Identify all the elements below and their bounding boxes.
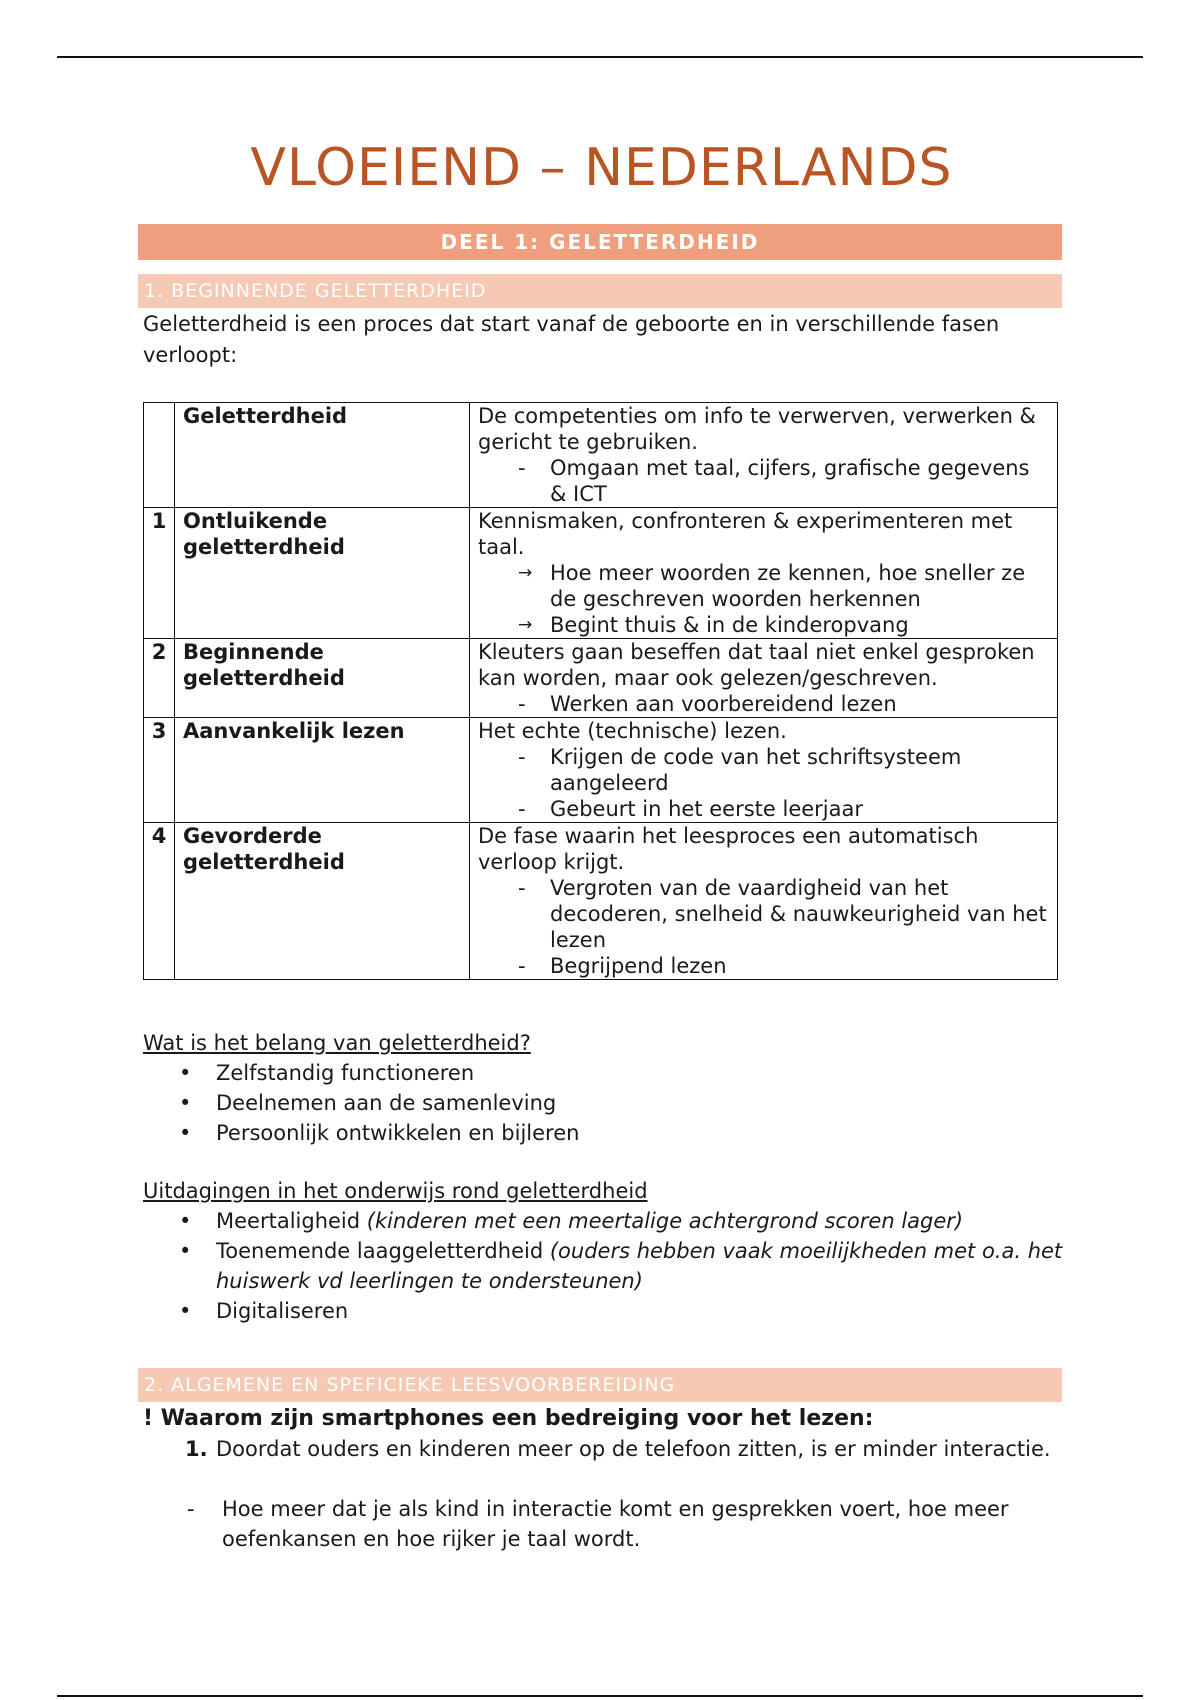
phase-description-text: De competenties om info te verwerven, verwerken & gericht te gebruiken. [478, 404, 1036, 454]
list-item [143, 1434, 1063, 1464]
reason-text: Doordat ouders en kinderen meer op de telefoon zitten, is er minder interactie. [216, 1437, 1051, 1461]
list-item: • Persoonlijk ontwikkelen en bijleren [143, 1118, 1063, 1148]
phase-number: 3 [144, 718, 175, 823]
phase-description-text: Kennismaken, confronteren & experimenteren met taal. [478, 509, 1013, 559]
challenges-list [143, 1206, 1063, 1326]
interaction-note: - Hoe meer dat je als kind in interactie komt en gesprekken voert, hoe meer oefenkansen en hoe rijker je taal wordt. [143, 1494, 1063, 1554]
phase-detail-list [478, 560, 1049, 638]
challenge-text: Toenemende laaggeletterdheid [216, 1239, 544, 1263]
importance-heading: Wat is het belang van geletterdheid? [143, 1031, 531, 1055]
importance-list [143, 1058, 1063, 1148]
challenges-heading: Uitdagingen in het onderwijs rond geletterdheid [143, 1179, 648, 1203]
phase-term: Aanvankelijk lezen [175, 718, 470, 823]
list-item [143, 1206, 1063, 1236]
phase-number: 4 [144, 823, 175, 980]
phase-detail-list [478, 875, 1049, 979]
challenge-text: Digitaliseren [216, 1299, 349, 1323]
list-item: - Omgaan met taal, cijfers, grafische gegevens & ICT [518, 455, 1049, 507]
phase-description [470, 403, 1058, 508]
challenge-note: (kinderen met een meertalige achtergrond scoren lager) [366, 1209, 964, 1233]
part-heading-bar: DEEL 1: GELETTERDHEID [138, 224, 1062, 260]
phase-description [470, 718, 1058, 823]
phase-detail-list [478, 691, 1049, 717]
challenge-note: (ouders hebben vaak moeilijkheden met o.a. het huiswerk vd leerlingen te ondersteunen) [216, 1239, 1063, 1293]
list-item: - Begrijpend lezen [518, 953, 1049, 979]
phase-number [144, 403, 175, 508]
challenge-text: Meertaligheid [216, 1209, 361, 1233]
phase-description [470, 639, 1058, 718]
phase-term: Gevorderde geletterdheid [175, 823, 470, 980]
list-item: - Krijgen de code van het schriftsysteem aangeleerd [518, 744, 1049, 796]
list-number: 1. [185, 1437, 208, 1461]
phase-number: 1 [144, 508, 175, 639]
list-item [143, 1236, 1063, 1296]
reasons-list [143, 1434, 1063, 1464]
table-row [144, 718, 1058, 823]
phase-term: Geletterdheid [175, 403, 470, 508]
phase-term: Ontluikende geletterdheid [175, 508, 470, 639]
list-item: → Hoe meer woorden ze kennen, hoe sneller ze de geschreven woorden herkennen [518, 560, 1049, 612]
list-item: - Vergroten van de vaardigheid van het decoderen, snelheid & nauwkeurigheid van het lezen [518, 875, 1049, 953]
phase-description [470, 508, 1058, 639]
list-item: - Gebeurt in het eerste leerjaar [518, 796, 1049, 822]
document-title: VLOEIEND – NEDERLANDS [250, 138, 953, 198]
list-item: - Werken aan voorbereidend lezen [518, 691, 1049, 717]
list-item: • Deelnemen aan de samenleving [143, 1088, 1063, 1118]
geletterdheid-phases-table [143, 402, 1058, 980]
table-row [144, 508, 1058, 639]
top-rule [57, 56, 1143, 58]
section-1-heading: 1. BEGINNENDE GELETTERDHEID [138, 274, 1062, 308]
section-2-heading: 2. ALGEMENE EN SPEFICIEKE LEESVOORBEREIDING [138, 1368, 1062, 1402]
smartphone-question: ! Waarom zijn smartphones een bedreiging voor het lezen: [143, 1406, 874, 1431]
phase-number: 2 [144, 639, 175, 718]
list-item: → Begint thuis & in de kinderopvang [518, 612, 1049, 638]
list-item [143, 1296, 1063, 1326]
list-item: • Zelfstandig functioneren [143, 1058, 1063, 1088]
phase-term: Beginnende geletterdheid [175, 639, 470, 718]
phase-description-text: Kleuters gaan beseffen dat taal niet enkel gesproken kan worden, maar ook gelezen/geschreven. [478, 640, 1035, 690]
bottom-rule [57, 1695, 1143, 1697]
table-row [144, 823, 1058, 980]
table-row [144, 639, 1058, 718]
phase-detail-list [478, 455, 1049, 507]
phase-detail-list [478, 744, 1049, 822]
phase-description [470, 823, 1058, 980]
section-1-intro: Geletterdheid is een proces dat start vanaf de geboorte en in verschillende fasen verloopt: [143, 312, 1000, 367]
phase-description-text: De fase waarin het leesproces een automatisch verloop krijgt. [478, 824, 979, 874]
table-row [144, 403, 1058, 508]
phase-description-text: Het echte (technische) lezen. [478, 719, 787, 743]
